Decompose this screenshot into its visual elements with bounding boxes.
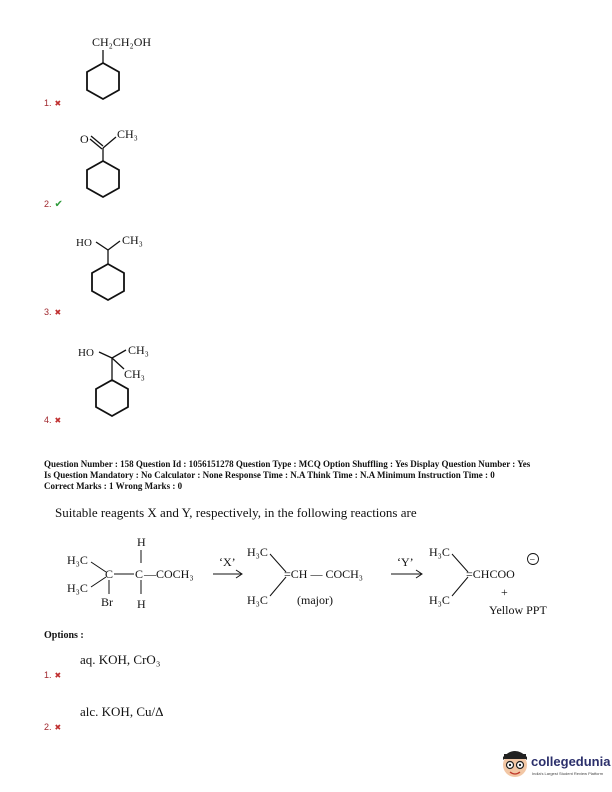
- h3c-label: H₃C: [67, 581, 88, 595]
- mascot-icon: [500, 748, 530, 782]
- option-1-number: 1.: [44, 98, 52, 108]
- reagent-y: ‘Y’: [397, 555, 414, 569]
- h3c-label: H₃C: [247, 593, 268, 607]
- option-2-marker: [44, 199, 63, 210]
- coch3-label: —COCH₃: [144, 567, 194, 581]
- ch3-label: CH₃: [122, 233, 143, 247]
- question-meta-line-1: Question Number : 158 Question Id : 1056151278 Question Type : MCQ Option Shuffling : Yes Display Question Number : Yes: [44, 459, 531, 469]
- h3c-label: H₃C: [429, 545, 450, 559]
- answer-option-2-number: 2.: [44, 722, 52, 732]
- logo-tagline: India's Largest Student Review Platform: [532, 771, 604, 776]
- cross-icon: ✖: [54, 671, 62, 680]
- h3c-label: H₃C: [67, 553, 88, 567]
- option-4-number: 4.: [44, 415, 52, 425]
- collegedunia-logo: [500, 748, 611, 782]
- question-meta: [44, 459, 584, 492]
- question-meta-line-2: Is Question Mandatory : No Calculator : None Response Time : N.A Think Time : N.A Minimum Instruction Time : 0: [44, 470, 495, 480]
- carbon-1: C: [105, 567, 114, 581]
- cross-icon: ✖: [54, 308, 62, 317]
- negative-charge-sign: −: [529, 555, 536, 566]
- reagent-x: ‘X’: [219, 555, 236, 569]
- plus-sign: +: [501, 585, 508, 599]
- yellow-ppt-label: Yellow PPT: [489, 603, 547, 617]
- option-2-number: 2.: [44, 199, 52, 209]
- br-label: Br: [101, 595, 113, 609]
- reaction-scheme: [55, 532, 575, 622]
- question-text: Suitable reagents X and Y, respectively, in the following reactions are: [55, 505, 417, 520]
- option-1-structure: [70, 30, 200, 110]
- answer-option-1-text: aq. KOH, CrO₃: [80, 652, 161, 667]
- ch3-label-bottom: CH₃: [124, 367, 145, 381]
- h3c-label: H₃C: [429, 593, 450, 607]
- answer-option-2-marker: [44, 722, 61, 732]
- answer-option-1-number: 1.: [44, 670, 52, 680]
- options-heading: Options :: [44, 630, 84, 641]
- ch3-label: CH₃: [117, 127, 138, 141]
- cross-icon: ✖: [54, 723, 62, 732]
- ho-label: HO: [78, 347, 94, 359]
- h-top: H: [137, 535, 146, 549]
- logo-name: collegedunia: [531, 754, 611, 769]
- checkmark-icon: ✔: [54, 199, 63, 210]
- major-label: (major): [297, 593, 333, 607]
- oxygen-label: O: [80, 132, 89, 146]
- carboxylate-label: =CHCOO: [466, 567, 515, 581]
- cross-icon: ✖: [54, 99, 62, 108]
- carbon-2: C: [135, 567, 144, 581]
- cross-icon: ✖: [54, 416, 62, 425]
- ho-label: HO: [76, 237, 92, 249]
- ch3-label-top: CH₃: [128, 343, 149, 357]
- h3c-label: H₃C: [247, 545, 268, 559]
- ch2ch2oh-label: CH₂CH₂OH: [92, 35, 152, 49]
- answer-option-1-marker: [44, 670, 61, 680]
- option-3-structure: [72, 232, 202, 312]
- option-4-structure: [72, 340, 202, 428]
- option-3-number: 3.: [44, 307, 52, 317]
- h-bottom: H: [137, 597, 146, 611]
- option-2-structure: [70, 125, 200, 210]
- answer-option-2-text: alc. KOH, Cu/Δ: [80, 704, 164, 719]
- enone-chain: =CH — COCH₃: [284, 567, 363, 581]
- option-3-marker: [44, 307, 61, 317]
- option-4-marker: [44, 415, 61, 425]
- option-1-marker: [44, 98, 61, 108]
- question-meta-line-3: Correct Marks : 1 Wrong Marks : 0: [44, 481, 183, 491]
